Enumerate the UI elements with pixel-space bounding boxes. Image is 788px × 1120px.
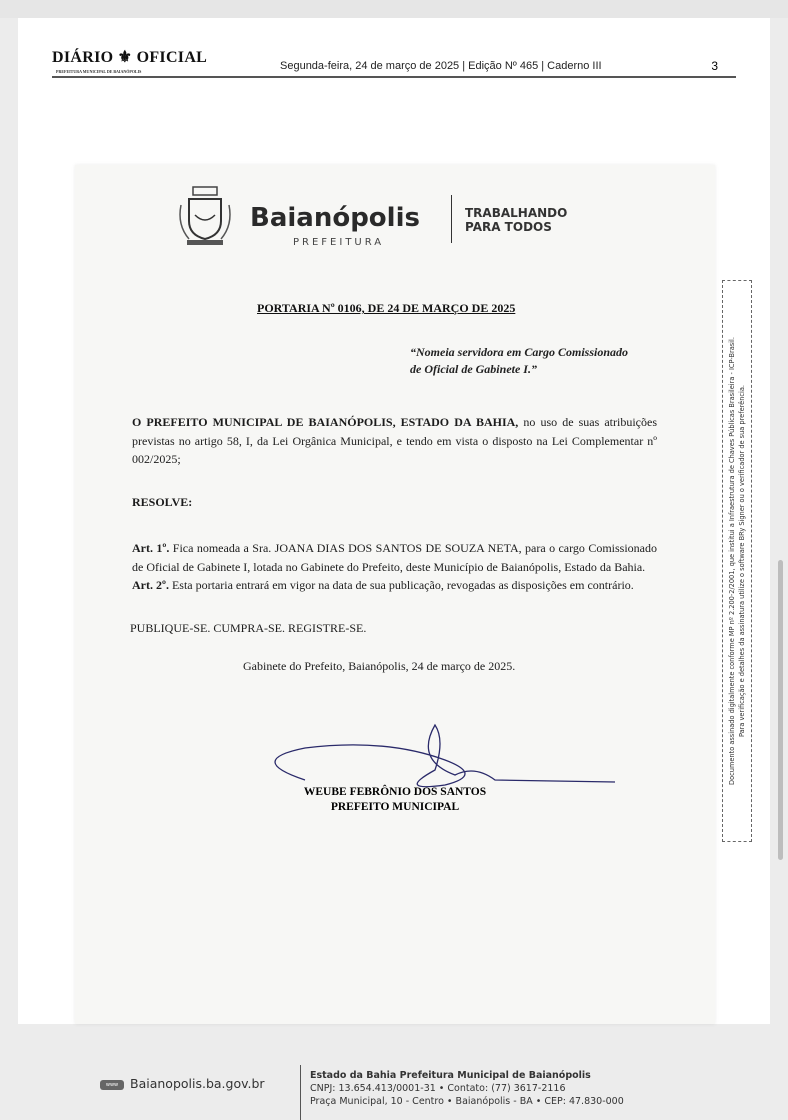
coat-of-arms-icon bbox=[175, 185, 235, 247]
scrollbar[interactable] bbox=[778, 560, 783, 860]
ementa-line: de Oficial de Gabinete I.” bbox=[410, 362, 537, 376]
scanned-document bbox=[75, 165, 715, 1107]
signature-block bbox=[285, 785, 505, 815]
address-line: Praça Municipal, 10 - Centro • Baianópolis - BA • CEP: 47.830-000 bbox=[310, 1096, 624, 1107]
gazette-logo: DIÁRIO ⚜ OFICIAL bbox=[52, 49, 208, 66]
resolve-heading: RESOLVE: bbox=[132, 494, 193, 509]
divider bbox=[451, 195, 452, 243]
stamp-line: Documento assinado digitalmente conforme MP nº 2.200-2/2001, que institui a Infraestrutura de Chaves Públicas Brasileira - ICP-Brasil. bbox=[728, 337, 736, 785]
place-date: Gabinete do Prefeito, Baianópolis, 24 de março de 2025. bbox=[243, 659, 516, 673]
ementa bbox=[410, 344, 628, 378]
signer-role: PREFEITO MUNICIPAL bbox=[330, 801, 460, 813]
top-band bbox=[0, 0, 788, 18]
intro-text: no uso de suas atribuições previstas no artigo 58, I, da Lei Orgânica Municipal, e tendo em vista o disposto na Lei Complementar nº 002/2025; bbox=[132, 415, 657, 466]
article-text: Esta portaria entrará em vigor na data de sua publicação, revogadas as disposições em contrário. bbox=[168, 578, 634, 592]
intro-paragraph bbox=[132, 413, 657, 469]
publique: PUBLIQUE-SE. CUMPRA-SE. REGISTRE-SE. bbox=[130, 620, 367, 635]
document-title: PORTARIA Nº 0106, DE 24 DE MARÇO DE 2025 bbox=[257, 301, 516, 315]
page-number: 3 bbox=[711, 59, 718, 73]
gazette-header bbox=[52, 50, 736, 78]
article-text: Fica nomeada a Sra. JOANA DIAS DOS SANTOS DE SOUZA NETA, para o cargo Comissionado de Oficial de Gabinete I, lotada no Gabinete do Prefeito, deste Município de Baianópolis, Estado da Bahia. bbox=[132, 541, 657, 574]
ementa-line: “Nomeia servidora em Cargo Comissionado bbox=[410, 345, 629, 359]
article-label: Art. 2º. bbox=[132, 578, 169, 592]
address-line: CNPJ: 13.654.413/0001-31 • Contato: (77) 3617-2116 bbox=[310, 1083, 566, 1094]
signer-name: WEUBE FEBRÔNIO DOS SANTOS bbox=[303, 786, 487, 798]
gazette-logo-sub: PREFEITURA MUNICIPAL DE BAIANÓPOLIS bbox=[56, 69, 142, 74]
website-link[interactable]: Baianopolis.ba.gov.br bbox=[130, 1076, 265, 1091]
slogan bbox=[465, 206, 567, 234]
divider bbox=[300, 1065, 301, 1120]
intro-bold: O PREFEITO MUNICIPAL DE BAIANÓPOLIS, ESTADO DA BAHIA, bbox=[132, 415, 519, 429]
document-body bbox=[132, 413, 657, 676]
stamp-line: Para verificação e detalhes da assinatura utilize o software BRy Signer ou o verificador de sua preferência. bbox=[738, 384, 746, 738]
article-2 bbox=[132, 576, 657, 595]
address-line: Estado da Bahia Prefeitura Municipal de Baianópolis bbox=[310, 1070, 591, 1081]
slogan-line: TRABALHANDO bbox=[465, 206, 568, 220]
municipality-sub: PREFEITURA bbox=[293, 237, 385, 248]
slogan-line: PARA TODOS bbox=[465, 220, 552, 234]
article-1 bbox=[132, 539, 657, 576]
article-label: Art. 1º. bbox=[132, 541, 170, 555]
digital-signature-stamp bbox=[722, 280, 752, 842]
www-icon: www bbox=[100, 1080, 124, 1090]
municipality-name: Baianópolis bbox=[250, 203, 420, 233]
edition-info: Segunda-feira, 24 de março de 2025 | Edição Nº 465 | Caderno III bbox=[280, 60, 602, 72]
address bbox=[310, 1069, 624, 1108]
